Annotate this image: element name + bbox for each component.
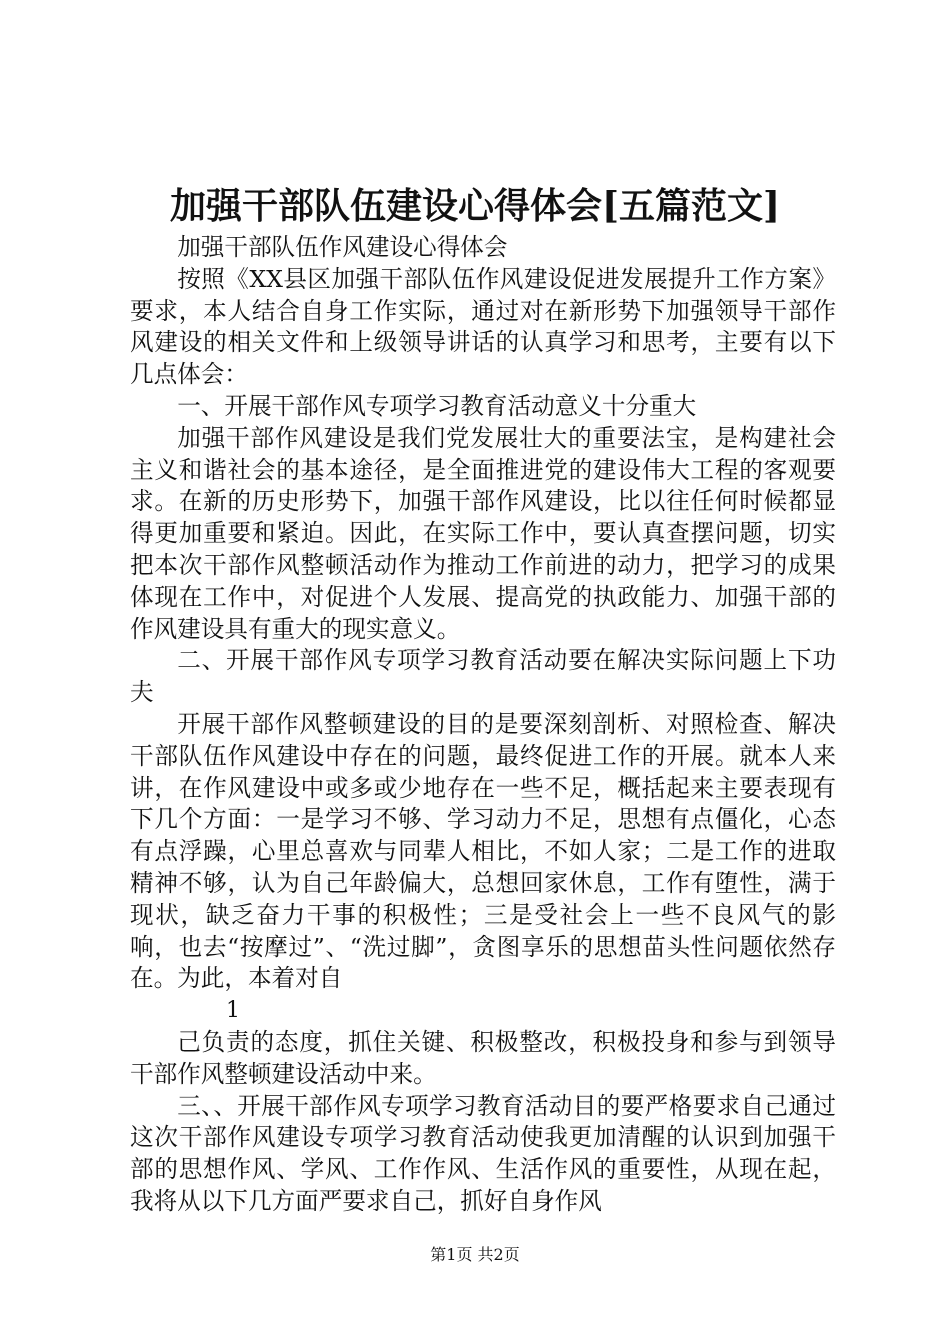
paragraph-intro: 按照《XX县区加强干部队伍作风建设促进发展提升工作方案》要求，本人结合自身工作实际，通过对在新形势下加强领导干部作风建设的相关文件和上级领导讲话的认真学习和思考，主要有以下几点体会：	[130, 264, 836, 389]
inline-page-number: 1	[226, 998, 240, 1024]
paragraph-section-1: 加强干部作风建设是我们党发展壮大的重要法宝，是构建社会主义和谐社会的基本途径，是全面推进党的建设伟大工程的客观要求。在新的历史形势下，加强干部作风建设，比以往任何时候都显得更加重要和紧迫。因此，在实际工作中，要认真查摆问题，切实把本次干部作风整顿活动作为推动工作前进的动力，把学习的成果体现在工作中，对促进个人发展、提高党的执政能力、加强干部的作风建设具有重大的现实意义。	[130, 423, 836, 643]
section-heading-3: 三、、开展干部作风专项学习教育活动目的要严格要求自己通过这次干部作风建设专项学习教育活动使我更加清醒的认识到加强干部的思想作风、学风、工作作风、生活作风的重要性，从现在起，我将从以下几方面严要求自己，抓好自身作风	[130, 1091, 836, 1215]
page-footer: 第1页 共2页	[430, 1245, 520, 1264]
document-body	[130, 232, 836, 1218]
paragraph-section-2-continued: 己负责的态度，抓住关键、积极整改，积极投身和参与到领导干部作风整顿建设活动中来。	[130, 1027, 836, 1088]
section-heading-1: 一、开展干部作风专项学习教育活动意义十分重大	[177, 391, 697, 420]
document-subtitle: 加强干部队伍作风建设心得体会	[177, 233, 508, 261]
section-heading-2: 二、开展干部作风专项学习教育活动要在解决实际问题上下功夫	[130, 646, 836, 707]
document-title: 加强干部队伍建设心得体会[五篇范文]	[169, 185, 781, 227]
paragraph-section-2: 开展干部作风整顿建设的目的是要深刻剖析、对照检查、解决干部队伍作风建设中存在的问题，最终促进工作的开展。就本人来讲，在作风建设中或多或少地存在一些不足，概括起来主要表现有下几个方面：一是学习不够、学习动力不足，思想有点僵化，心态有点浮躁，心里总喜欢与同辈人相比，不如人家；二是工作的进取精神不够，认为自己年龄偏大，总想回家休息，工作有堕性，满于现状，缺乏奋力干事的积极性；三是受社会上一些不良风气的影响，也去“按摩过”、“洗过脚”，贪图享乐的思想苗头性问题依然存在。为此，本着对自	[130, 709, 836, 993]
